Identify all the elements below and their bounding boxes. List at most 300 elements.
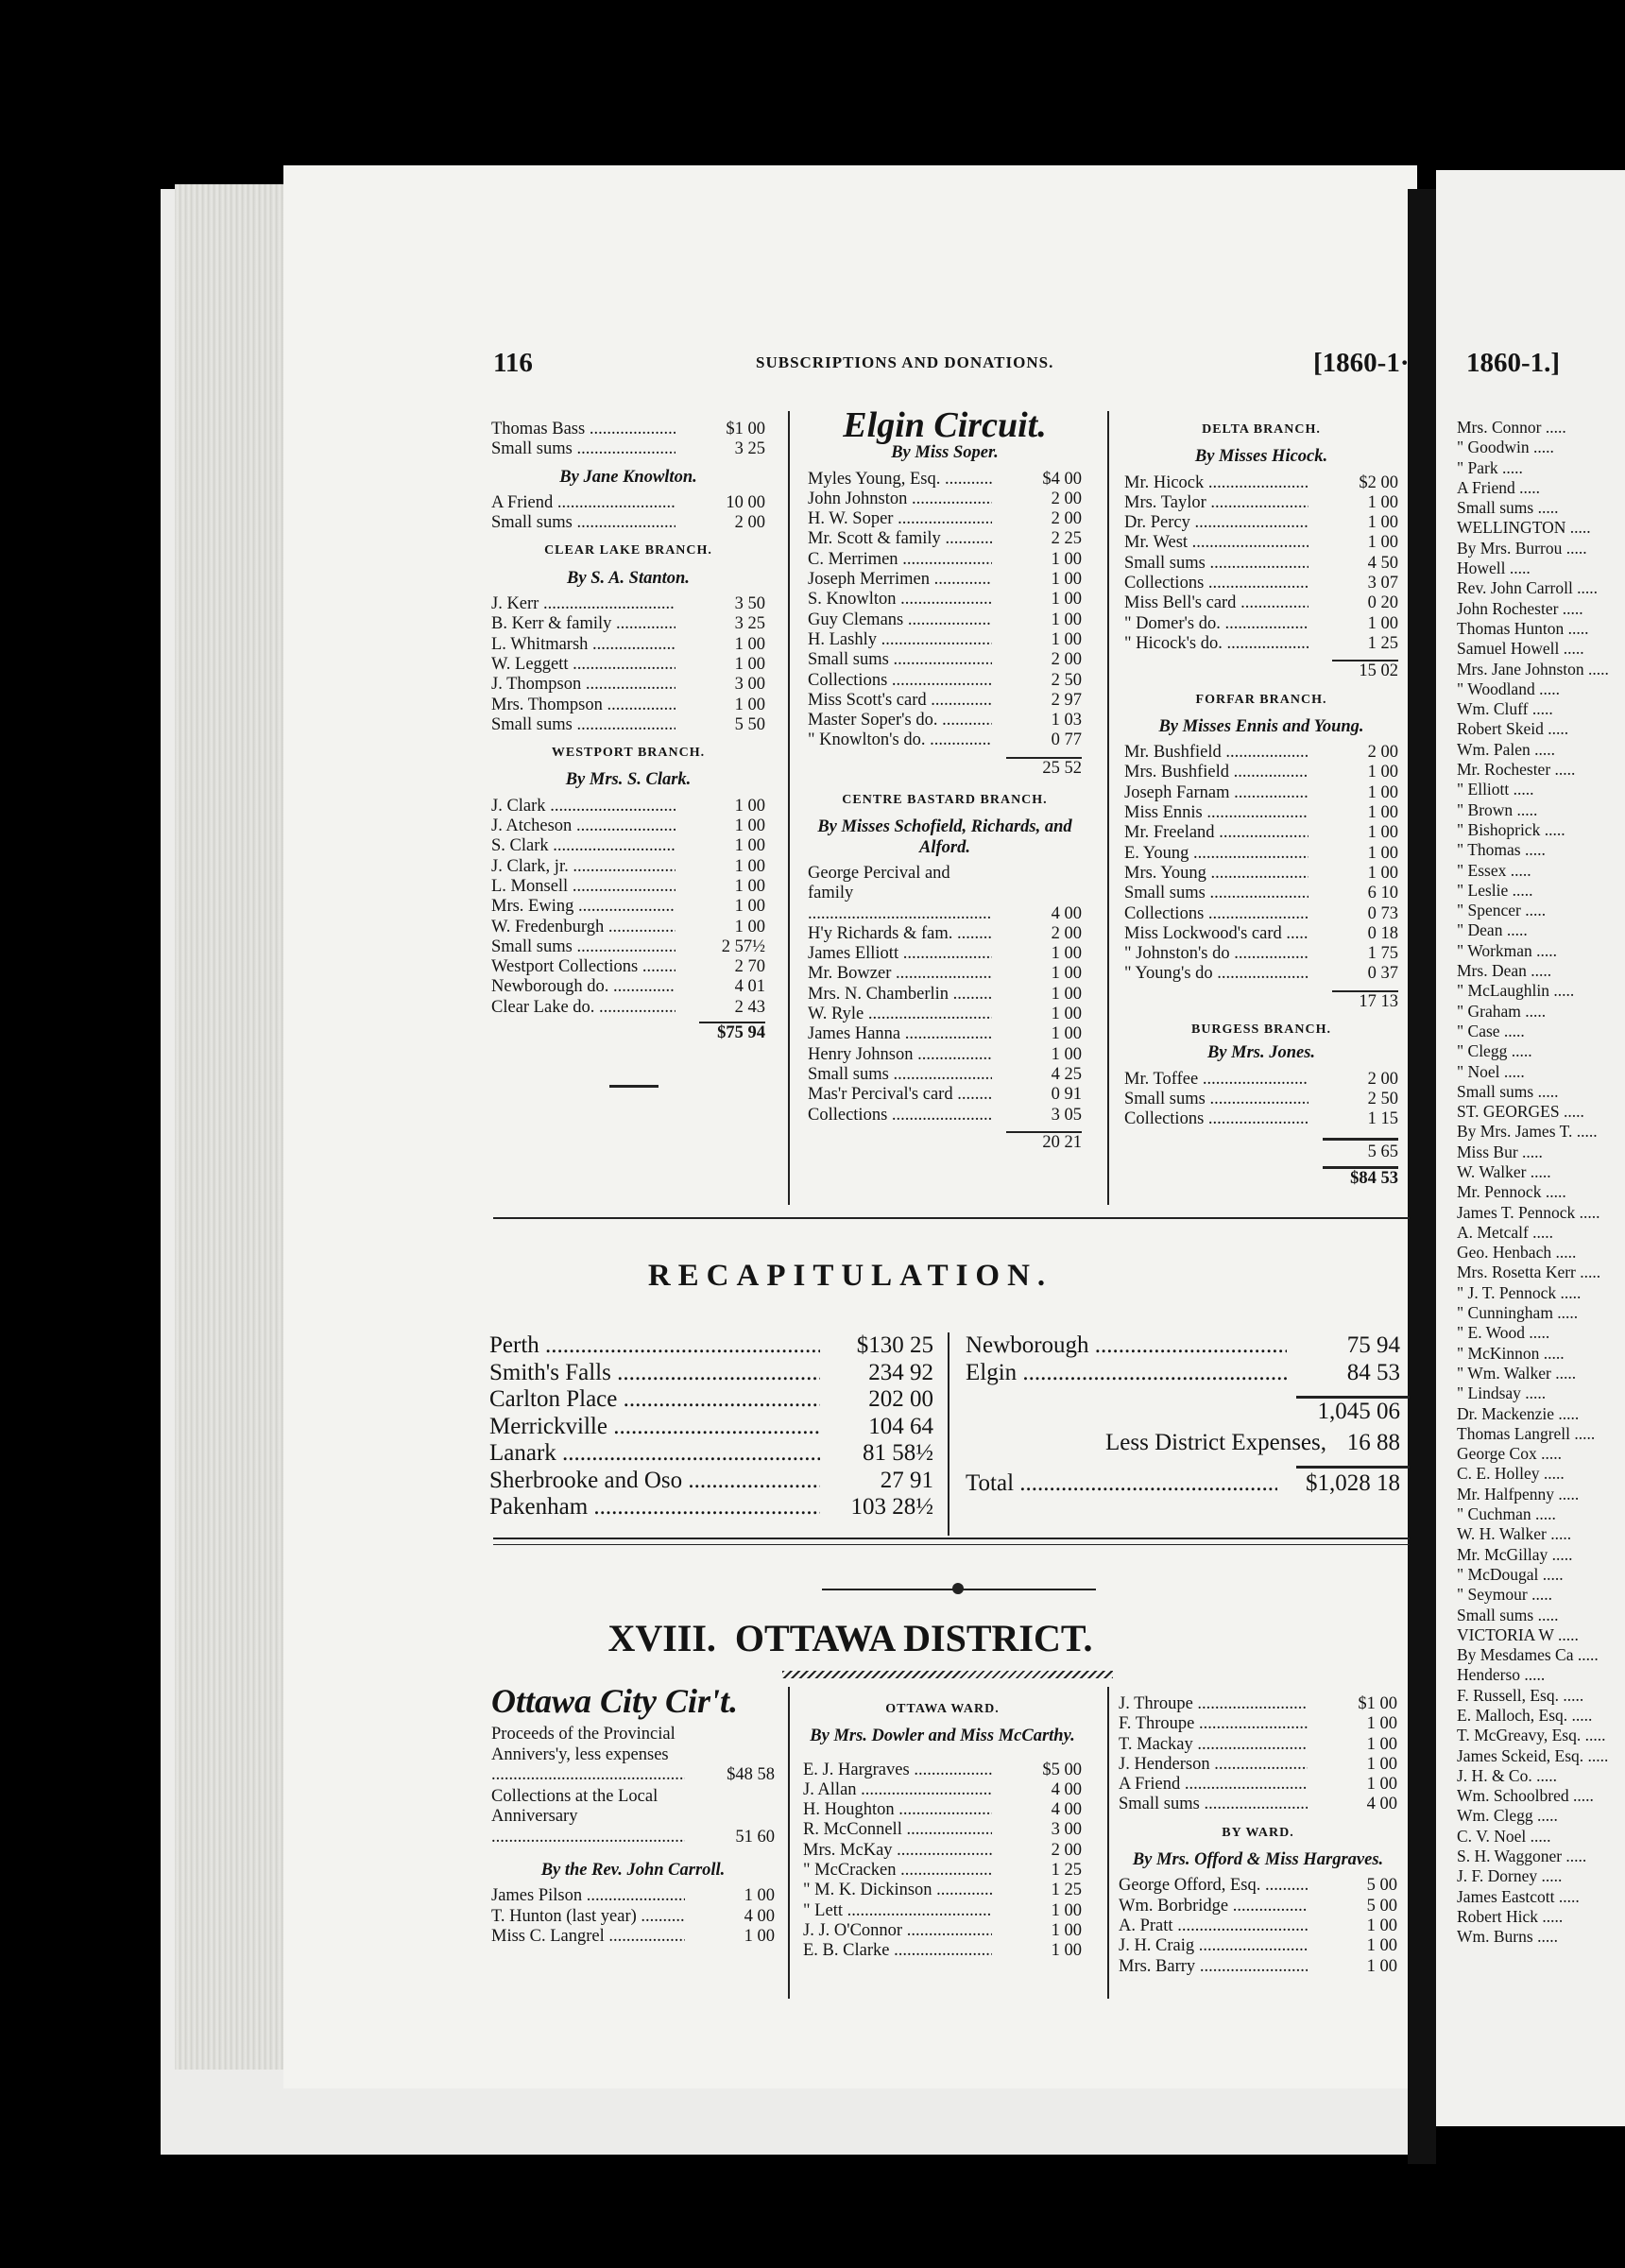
entry-name: J. Throupe ..... — [1119, 1694, 1308, 1714]
right-page-row: " Seymour ..... — [1457, 1585, 1552, 1605]
recap-rule — [948, 1332, 949, 1536]
right-page-row: Mr. McGillay ..... — [1457, 1544, 1573, 1564]
entry-amount: 1 00 — [1367, 763, 1398, 782]
ornament-dot — [952, 1583, 964, 1594]
entry-name: Miss Lockwood's card ..... — [1124, 924, 1309, 944]
col2-list-b — [808, 864, 1082, 1125]
entry-amount: 1 00 — [734, 876, 765, 896]
entry-amount: 1 75 — [1367, 944, 1398, 964]
right-page-row: " Bishoprick ..... — [1457, 819, 1565, 839]
col2-sub-b: By Misses Schofield, Richards, and Alford. — [817, 817, 1072, 857]
entry-row — [808, 924, 1082, 944]
recap-less-label: Less District Expenses, — [1105, 1429, 1326, 1455]
entry-row — [1119, 1916, 1397, 1936]
entry-row — [1124, 1109, 1398, 1129]
entry-name: Mr. Freeland ..... — [1124, 823, 1309, 843]
entry-name: Small sums ..... — [491, 937, 676, 957]
col2-branch-b: CENTRE BASTARD BRANCH. — [842, 793, 1048, 808]
entry-amount: 3 00 — [734, 675, 765, 695]
entry-row — [808, 1024, 1082, 1044]
right-page-row: Wm. Burns ..... — [1457, 1927, 1558, 1947]
entry-amount: 4 00 — [1366, 1795, 1397, 1814]
entry-amount: 4 00 — [1051, 1800, 1082, 1820]
entry-row — [489, 1440, 933, 1468]
right-page-row: James Eastcott ..... — [1457, 1886, 1580, 1906]
right-page-row: " McKinnon ..... — [1457, 1343, 1565, 1363]
entry-row — [1119, 1755, 1397, 1775]
right-page-row: T. McGreavy, Esq. ..... — [1457, 1726, 1606, 1745]
entry-amount: 1 00 — [1367, 782, 1398, 802]
entry-name: " M. K. Dickinson ..... — [803, 1881, 992, 1900]
entry-amount: 2 50 — [1367, 1089, 1398, 1108]
right-page-row: C. E. Holley ..... — [1457, 1464, 1565, 1484]
entry-amount: 1 00 — [1367, 843, 1398, 863]
entry-name: Henry Johnson ..... — [808, 1045, 992, 1065]
right-page-row: " Noel ..... — [1457, 1061, 1525, 1081]
entry-row — [808, 730, 1082, 750]
entry-name: James Hanna ..... — [808, 1024, 992, 1044]
entry-row — [808, 985, 1082, 1005]
entry-name: W. Leggett ..... — [491, 655, 676, 675]
entry-amount: 3 25 — [734, 439, 765, 459]
right-page-row: Mrs. Jane Johnston ..... — [1457, 659, 1609, 679]
entry-amount: 1 00 — [1051, 1920, 1082, 1940]
col-rule-1 — [788, 411, 790, 1205]
entry-amount: 2 00 — [1051, 489, 1082, 508]
entry-name: Thomas Bass ..... — [491, 420, 676, 439]
entry-row — [1124, 924, 1398, 944]
entry-row — [491, 1725, 775, 1785]
entry-name: A Friend ..... — [491, 493, 676, 513]
entry-amount: 1 00 — [1367, 803, 1398, 823]
ottawa-col-1 — [491, 1682, 775, 1947]
entry-amount: 3 07 — [1367, 574, 1398, 593]
entry-name: W. Ryle ..... — [808, 1005, 992, 1024]
entry-amount: 1 00 — [1367, 863, 1398, 883]
entry-row — [489, 1414, 933, 1441]
entry-name: Small sums ..... — [1124, 1090, 1309, 1109]
entry-name: Collections ..... — [1124, 574, 1309, 593]
entry-name: Small sums ..... — [1124, 554, 1309, 574]
entry-amount: $4 00 — [1042, 469, 1082, 489]
ottawa-rule-2 — [1107, 1687, 1109, 1999]
recap-total-rule — [1296, 1466, 1410, 1469]
right-page-row: Small sums ..... — [1457, 498, 1559, 518]
entry-name: Mr. Bowzer ..... — [808, 964, 992, 984]
ottawa-sub-d: By Mrs. Offord & Miss Hargraves. — [1132, 1850, 1384, 1870]
header-year: [1860-1· — [1313, 348, 1410, 378]
entry-name: E. J. Hargraves ..... — [803, 1761, 992, 1780]
entry-row — [803, 1800, 1082, 1820]
entry-amount: 2 00 — [1367, 743, 1398, 763]
recap-total-row — [966, 1470, 1400, 1498]
col1-branch-b: CLEAR LAKE BRANCH. — [544, 543, 712, 558]
section-rule-1 — [493, 1217, 1410, 1219]
entry-amount: 1 25 — [1051, 1881, 1082, 1900]
col-rule-2 — [1107, 411, 1109, 1205]
entry-row — [808, 650, 1082, 670]
entry-name: Miss Bell's card ..... — [1124, 593, 1309, 613]
entry-amount: 51 60 — [735, 1827, 775, 1847]
entry-name: J. J. O'Connor ..... — [803, 1921, 992, 1941]
entry-row — [489, 1494, 933, 1521]
entry-name: Mr. West ..... — [1124, 533, 1309, 553]
page-edges — [175, 184, 288, 2070]
ottawa-list-e — [1119, 1876, 1397, 1976]
entry-row — [808, 944, 1082, 964]
entry-amount: 2 25 — [1051, 529, 1082, 549]
entry-amount: 202 00 — [868, 1386, 933, 1412]
right-page-row: " McDougal ..... — [1457, 1564, 1564, 1584]
col2-subtotal-b: 20 21 — [1042, 1132, 1082, 1152]
entry-row — [808, 864, 1082, 924]
entry-amount: 1 00 — [1051, 1900, 1082, 1920]
elgin-circuit-title: Elgin Circuit. — [843, 405, 1047, 445]
right-page-row: E. Malloch, Esq. ..... — [1457, 1706, 1593, 1725]
entry-row — [491, 715, 765, 735]
ottawa-title: XVIII. OTTAWA DISTRICT. — [607, 1617, 1093, 1659]
right-page-row: " Thomas ..... — [1457, 840, 1546, 860]
col1-list-c — [491, 594, 765, 735]
right-page-row: Miss Bur ..... — [1457, 1142, 1543, 1161]
entry-row — [808, 1045, 1082, 1065]
right-page-row: " Elliott ..... — [1457, 780, 1534, 799]
entry-amount: 4 00 — [1051, 1779, 1082, 1799]
entry-amount: 0 20 — [1367, 593, 1398, 613]
entry-row — [1124, 864, 1398, 884]
entry-row — [1119, 1876, 1397, 1896]
right-page-row: James T. Pennock ..... — [1457, 1202, 1600, 1222]
right-page-row: Mr. Halfpenny ..... — [1457, 1484, 1580, 1503]
entry-row — [1124, 593, 1398, 613]
entry-amount: 1 00 — [1366, 1936, 1397, 1956]
entry-row — [808, 1085, 1082, 1105]
entry-amount: 2 43 — [734, 997, 765, 1017]
entry-row — [491, 675, 765, 695]
entry-row — [803, 1861, 1082, 1881]
entry-row — [1124, 493, 1398, 513]
entry-name: E. Young ..... — [1124, 844, 1309, 864]
entry-name: Mrs. Ewing ..... — [491, 897, 676, 917]
entry-amount: 10 00 — [726, 492, 765, 512]
entry-row — [1124, 944, 1398, 964]
ottawa-list-d — [1119, 1694, 1397, 1815]
entry-row — [808, 1005, 1082, 1024]
recap-total-label: Total ..... — [966, 1470, 1277, 1498]
entry-amount: 27 91 — [880, 1467, 933, 1493]
col3-subtotal-b: 17 13 — [1359, 991, 1398, 1011]
book-gutter — [1408, 189, 1436, 2164]
entry-name: H. W. Soper ..... — [808, 509, 992, 529]
col1-sub-c: By Mrs. S. Clark. — [565, 770, 692, 790]
entry-row — [1124, 554, 1398, 574]
entry-amount: 1 00 — [1366, 1916, 1397, 1935]
entry-amount: 2 97 — [1051, 690, 1082, 710]
right-page-row: By Mrs. Burrou ..... — [1457, 538, 1587, 558]
entry-amount: 1 00 — [1051, 1024, 1082, 1044]
right-page-row: " Clegg ..... — [1457, 1041, 1532, 1061]
entry-name: B. Kerr & family ..... — [491, 614, 676, 634]
entry-row — [808, 529, 1082, 549]
right-page-row: " Case ..... — [1457, 1021, 1525, 1040]
entry-row — [966, 1360, 1400, 1387]
entry-amount: 1 00 — [734, 695, 765, 714]
entry-amount: 4 25 — [1051, 1064, 1082, 1084]
right-page-row: Mrs. Rosetta Kerr ..... — [1457, 1263, 1601, 1282]
entry-name: " Young's do ..... — [1124, 964, 1309, 984]
running-title: SUBSCRIPTIONS AND DONATIONS. — [756, 353, 1054, 371]
entry-name: Small sums ..... — [491, 513, 676, 533]
entry-name: John Johnston ..... — [808, 490, 992, 509]
entry-name: Joseph Farnam ..... — [1124, 783, 1309, 803]
right-page-row: " J. T. Pennock ..... — [1457, 1282, 1582, 1302]
right-page-row: John Rochester ..... — [1457, 598, 1583, 618]
entry-name: C. Merrimen ..... — [808, 550, 992, 570]
entry-name: Merrickville ..... — [489, 1414, 820, 1441]
entry-row — [1124, 783, 1398, 803]
entry-name: H'y Richards & fam. ..... — [808, 924, 992, 944]
entry-amount: $2 00 — [1359, 472, 1398, 492]
entry-row — [803, 1921, 1082, 1941]
entry-row — [1124, 574, 1398, 593]
entry-name: Collections ..... — [808, 1106, 992, 1125]
entry-amount: 0 91 — [1051, 1085, 1082, 1105]
col3-list-a — [1124, 473, 1398, 655]
right-page-row: " Spencer ..... — [1457, 901, 1547, 920]
entry-row — [491, 797, 765, 816]
entry-row — [1124, 884, 1398, 903]
entry-amount: 1 00 — [1367, 492, 1398, 512]
right-page-row: Robert Hick ..... — [1457, 1906, 1564, 1926]
entry-row — [808, 1106, 1082, 1125]
entry-row — [491, 897, 765, 917]
col1-total: $75 94 — [717, 1023, 765, 1043]
entry-row — [1119, 1897, 1397, 1916]
entry-amount: 2 00 — [1051, 650, 1082, 670]
entry-row — [491, 655, 765, 675]
ottawa-list-a — [491, 1725, 775, 1847]
entry-name: " Domer's do. ..... — [1124, 614, 1309, 634]
right-page-row: A. Metcalf ..... — [1457, 1222, 1554, 1242]
entry-amount: 234 92 — [868, 1359, 933, 1385]
recap-less-value: 16 88 — [1346, 1429, 1400, 1455]
entry-name: Lanark ..... — [489, 1440, 820, 1468]
col3-branch-a: DELTA BRANCH. — [1202, 422, 1321, 437]
entry-name: S. Knowlton ..... — [808, 590, 992, 610]
entry-row — [808, 711, 1082, 730]
col1-end-mark — [609, 1085, 659, 1088]
right-page-row: WELLINGTON ..... — [1457, 518, 1591, 538]
col3-rule-c — [1323, 1138, 1398, 1141]
right-page-row: " Brown ..... — [1457, 799, 1538, 819]
column-2 — [808, 405, 1082, 1153]
entry-name: Westport Collections ..... — [491, 957, 676, 977]
right-page-row: " Goodwin ..... — [1457, 438, 1554, 457]
right-page-row: Howell ..... — [1457, 558, 1531, 578]
right-page-row: Small sums ..... — [1457, 1081, 1559, 1101]
entry-name: H. Lashly ..... — [808, 630, 992, 650]
entry-amount: 1 00 — [1051, 570, 1082, 590]
entry-amount: 84 53 — [1346, 1359, 1400, 1385]
entry-name: J. Kerr ..... — [491, 594, 676, 614]
entry-row — [808, 1065, 1082, 1085]
entry-name: Dr. Percy ..... — [1124, 513, 1309, 533]
column-1 — [491, 420, 765, 1088]
entry-name: Small sums ..... — [491, 439, 676, 459]
right-page-row: Robert Skeid ..... — [1457, 719, 1569, 739]
entry-name: Collections ..... — [1124, 904, 1309, 924]
ottawa-ward-b: BY WARD. — [1222, 1825, 1294, 1840]
entry-amount: 1 00 — [1051, 1005, 1082, 1024]
entry-row — [803, 1901, 1082, 1921]
entry-row — [491, 816, 765, 836]
entry-amount: 2 00 — [1051, 1840, 1082, 1860]
entry-amount: 1 00 — [734, 856, 765, 876]
entry-name: " Lett ..... — [803, 1901, 992, 1921]
entry-name: Sherbrooke and Oso ..... — [489, 1468, 820, 1495]
col1-sub-a: By Jane Knowlton. — [559, 467, 697, 487]
entry-name: Mrs. Taylor ..... — [1124, 493, 1309, 513]
entry-amount: 1 00 — [1051, 610, 1082, 629]
entry-amount: 1 00 — [1051, 984, 1082, 1004]
entry-name: Mrs. McKay ..... — [803, 1841, 992, 1861]
entry-row — [491, 1886, 775, 1906]
section-rule-3 — [493, 1544, 1410, 1545]
recap-right — [966, 1332, 1400, 1498]
entry-amount: $5 00 — [1042, 1760, 1082, 1779]
right-page-row: Thomas Langrell ..... — [1457, 1423, 1596, 1443]
entry-name: W. Fredenburgh ..... — [491, 918, 676, 937]
entry-amount: 103 28½ — [850, 1494, 933, 1520]
entry-name: " Knowlton's do. ..... — [808, 730, 992, 750]
right-page-row: C. V. Noel ..... — [1457, 1826, 1551, 1846]
col1-sub-b: By S. A. Stanton. — [567, 568, 690, 588]
col1-list-a — [491, 420, 765, 460]
entry-name: F. Throupe ..... — [1119, 1714, 1308, 1734]
right-page-row: " Park ..... — [1457, 457, 1523, 477]
ottawa-rule-1 — [788, 1687, 790, 1999]
entry-row — [1119, 1957, 1397, 1977]
entry-row — [491, 857, 765, 877]
right-page-row: " Leslie ..... — [1457, 880, 1533, 900]
entry-row — [491, 836, 765, 856]
entry-row — [1119, 1795, 1397, 1814]
entry-amount: 0 77 — [1051, 730, 1082, 750]
recap-left-list — [489, 1332, 933, 1521]
right-page-row: " Cuchman ..... — [1457, 1504, 1556, 1524]
entry-amount: 1 00 — [734, 836, 765, 856]
entry-row — [491, 513, 765, 533]
entry-name: T. Mackay ..... — [1119, 1735, 1308, 1755]
entry-row — [803, 1841, 1082, 1861]
recap-right-list — [966, 1332, 1400, 1386]
entry-name: Carlton Place ..... — [489, 1386, 820, 1414]
col3-total: $84 53 — [1350, 1168, 1398, 1188]
right-page-row: Rev. John Carroll ..... — [1457, 578, 1599, 598]
ottawa-ward: OTTAWA WARD. — [885, 1702, 1000, 1716]
entry-amount: $1 00 — [726, 420, 765, 438]
entry-amount: 0 73 — [1367, 903, 1398, 923]
entry-amount: 81 58½ — [863, 1440, 933, 1466]
right-page-row: " Dean ..... — [1457, 920, 1528, 940]
entry-row — [803, 1761, 1082, 1780]
entry-row — [1124, 1090, 1398, 1109]
entry-amount: 4 00 — [1051, 903, 1082, 923]
right-page-row: W. H. Walker ..... — [1457, 1524, 1572, 1544]
entry-amount: 1 00 — [1051, 944, 1082, 964]
recap-less-row — [966, 1430, 1400, 1457]
entry-name: Mrs. Bushfield ..... — [1124, 763, 1309, 782]
entry-amount: 6 10 — [1367, 884, 1398, 903]
entry-amount: 2 70 — [734, 957, 765, 977]
right-page-row: Henderso ..... — [1457, 1665, 1546, 1685]
entry-row — [491, 937, 765, 957]
entry-amount: 1 00 — [734, 816, 765, 836]
entry-amount: 5 50 — [734, 714, 765, 734]
right-page-row: Mrs. Connor ..... — [1457, 418, 1566, 437]
col1-list-d — [491, 797, 765, 1018]
entry-name: J. Allan ..... — [803, 1780, 992, 1800]
ottawa-col-2 — [803, 1692, 1082, 1962]
entry-row — [491, 594, 765, 614]
ottawa-sub-a: By the Rev. John Carroll. — [540, 1861, 726, 1881]
entry-row — [491, 493, 765, 513]
entry-row — [808, 470, 1082, 490]
right-page-row: A Friend ..... — [1457, 477, 1540, 497]
recap-total-value: $1,028 18 — [1306, 1470, 1400, 1496]
entry-row — [491, 696, 765, 715]
entry-amount: 1 00 — [744, 1926, 775, 1946]
entry-row — [491, 439, 765, 459]
entry-row — [1124, 634, 1398, 654]
entry-name: J. H. Craig ..... — [1119, 1936, 1308, 1956]
entry-amount: 4 50 — [1367, 553, 1398, 573]
entry-name: Smith's Falls ..... — [489, 1360, 820, 1387]
right-page-row: " Workman ..... — [1457, 940, 1558, 960]
entry-amount: $130 25 — [856, 1332, 933, 1358]
entry-name: Mas'r Percival's card ..... — [808, 1085, 992, 1105]
entry-amount: 2 50 — [1051, 670, 1082, 690]
entry-name: J. Thompson ..... — [491, 675, 676, 695]
entry-name: Miss Scott's card ..... — [808, 691, 992, 711]
entry-name: Proceeds of the Provincial Annivers'y, less expenses ..... — [491, 1725, 685, 1785]
entry-name: Wm. Borbridge ..... — [1119, 1897, 1308, 1916]
entry-row — [1124, 614, 1398, 634]
col3-subtotal-a: 15 02 — [1359, 662, 1398, 681]
entry-row — [966, 1332, 1400, 1360]
entry-row — [489, 1360, 933, 1387]
col3-sub-b: By Misses Ennis and Young. — [1158, 716, 1364, 736]
entry-row — [491, 998, 765, 1018]
entry-name: Mrs. N. Chamberlin ..... — [808, 985, 992, 1005]
entry-name: George Offord, Esq. ..... — [1119, 1876, 1308, 1896]
entry-amount: 1 00 — [1051, 549, 1082, 569]
entry-name: Elgin ..... — [966, 1360, 1287, 1387]
entry-amount: 1 00 — [734, 654, 765, 674]
ottawa-col-3 — [1119, 1694, 1397, 1977]
entry-amount: 1 00 — [1366, 1775, 1397, 1795]
entry-name: S. Clark ..... — [491, 836, 676, 856]
entry-name: Small sums ..... — [808, 650, 992, 670]
entry-name: L. Whitmarsh ..... — [491, 635, 676, 655]
entry-row — [489, 1386, 933, 1414]
right-page — [1436, 170, 1625, 2126]
entry-name: Miss Ennis ..... — [1124, 803, 1309, 823]
entry-amount: 1 00 — [1051, 1044, 1082, 1064]
entry-amount: 1 00 — [1366, 1714, 1397, 1734]
right-page-row: Wm. Clegg ..... — [1457, 1806, 1558, 1826]
right-page-row: J. H. & Co. ..... — [1457, 1765, 1557, 1785]
